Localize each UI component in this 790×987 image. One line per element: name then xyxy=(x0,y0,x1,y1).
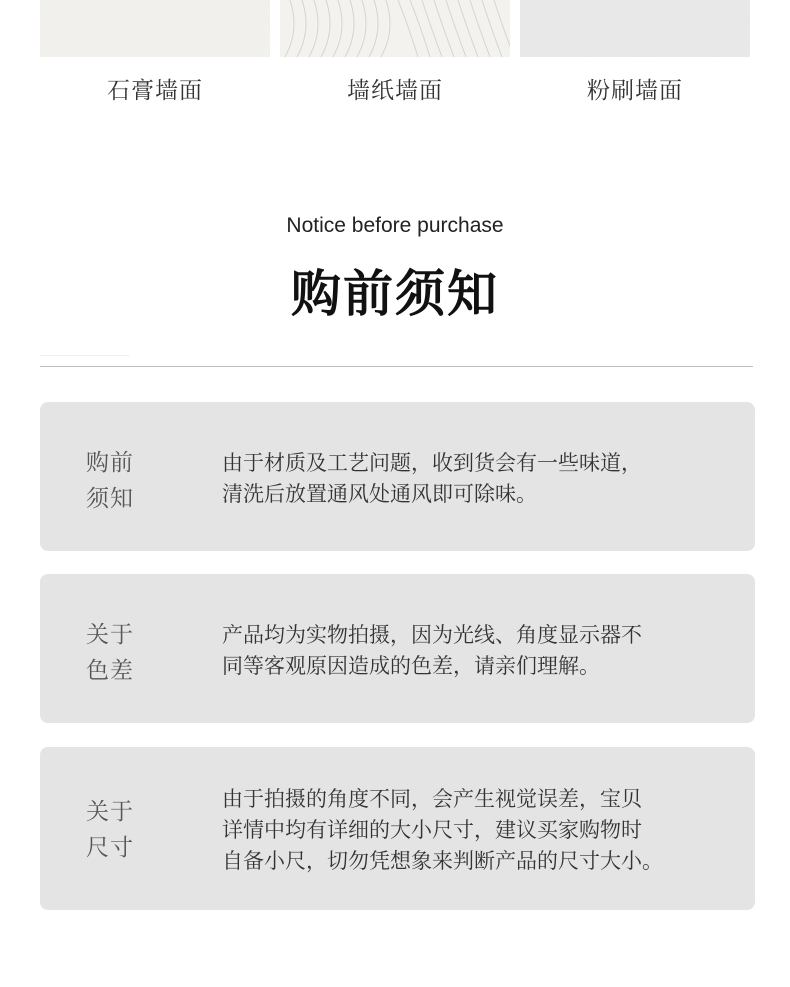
gypsum-wall-texture-image xyxy=(40,0,270,57)
gypsum-wall-label: 石膏墙面 xyxy=(107,78,203,104)
section-divider xyxy=(40,366,753,367)
notice-text-line: 由于拍摄的角度不同，会产生视觉误差，宝贝 xyxy=(222,787,642,811)
notice-card-size xyxy=(40,747,755,910)
notice-card-title xyxy=(86,617,166,689)
notice-title-line: 须知 xyxy=(86,486,134,512)
notice-text-line: 由于材质及工艺问题，收到货会有一些味道， xyxy=(222,451,642,475)
section-title: 购前须知 xyxy=(291,265,499,323)
notice-card-title xyxy=(86,794,166,866)
notice-text-line: 同等客观原因造成的色差，请亲们理解。 xyxy=(222,654,600,678)
painted-wall-texture-image xyxy=(520,0,750,57)
notice-title-line: 购前 xyxy=(86,450,134,476)
notice-title-line: 关于 xyxy=(86,622,134,648)
notice-text-line: 产品均为实物拍摄，因为光线、角度显示器不 xyxy=(222,623,642,647)
wallpaper-wall-texture-image xyxy=(280,0,510,57)
notice-card-text xyxy=(222,620,722,682)
wallpaper-wall-label: 墙纸墙面 xyxy=(347,78,443,104)
wall-texture-swatches xyxy=(40,0,750,110)
notice-card-text xyxy=(222,448,722,510)
notice-title-line: 色差 xyxy=(86,658,134,684)
faint-divider xyxy=(40,355,130,356)
section-subtitle: Notice before purchase xyxy=(286,214,504,237)
notice-card-text xyxy=(222,784,722,877)
notice-title-line: 尺寸 xyxy=(86,835,134,861)
notice-text-line: 自备小尺，切勿凭想象来判断产品的尺寸大小。 xyxy=(222,849,663,873)
notice-card-purchase xyxy=(40,402,755,551)
notice-text-line: 详情中均有详细的大小尺寸，建议买家购物时 xyxy=(222,818,642,842)
painted-wall-label: 粉刷墙面 xyxy=(587,78,683,104)
notice-card-title xyxy=(86,445,166,517)
notice-text-line: 清洗后放置通风处通风即可除味。 xyxy=(222,482,537,506)
notice-title-line: 关于 xyxy=(86,799,134,825)
notice-card-color-difference xyxy=(40,574,755,723)
